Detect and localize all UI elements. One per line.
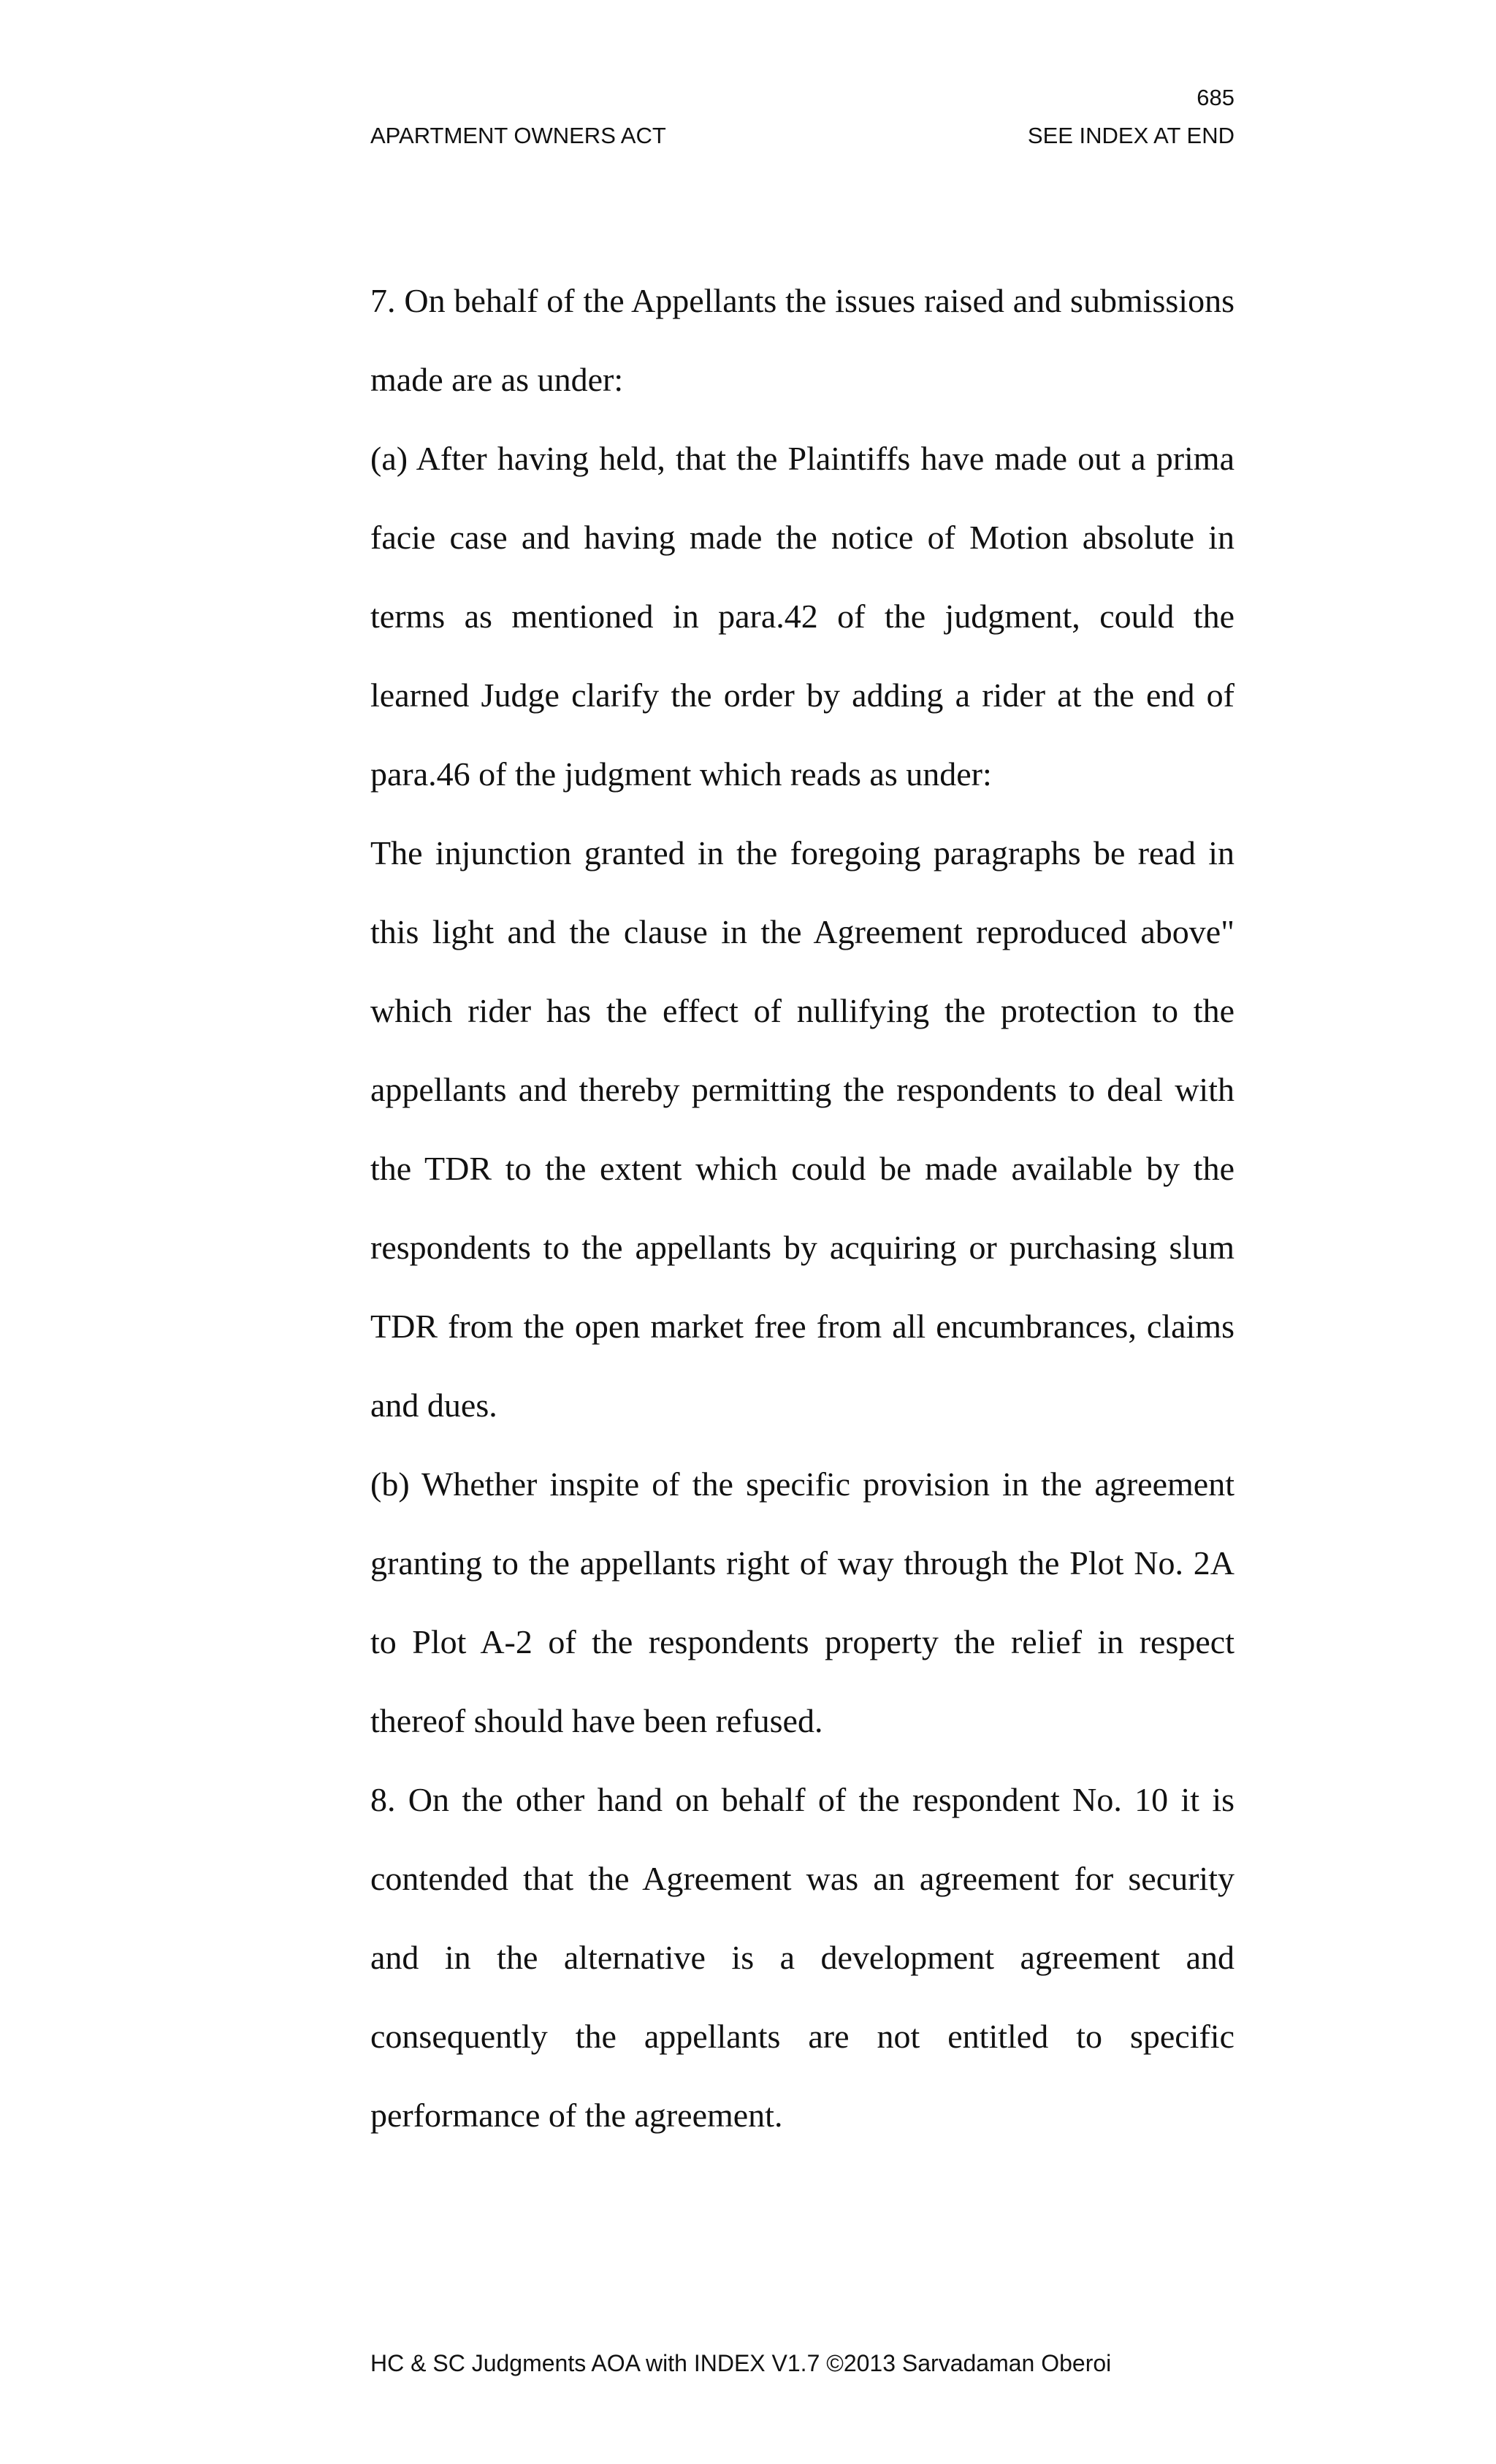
page-number: 685 xyxy=(1197,85,1234,110)
quoted-rider-paragraph: The injunction granted in the foregoing paragraphs be read in this light and the clause in the Agreement reproduced above" which rider has the effect of nullifying the protection to the appellants and thereby permitting the respondents to deal with the TDR to the extent which could be made available by the respondents to the appellants by acquiring or purchasing slum TDR from the open market free from all encumbrances, claims and dues. xyxy=(370,834,1234,1424)
page-footer: HC & SC Judgments AOA with INDEX V1.7 ©2013 Sarvadaman Oberoi xyxy=(370,2350,1112,2376)
paragraph-7-intro: 7. On behalf of the Appellants the issues raised and submissions made are as under: xyxy=(370,282,1234,398)
header-title-right: SEE INDEX AT END xyxy=(1027,123,1234,148)
paragraph-7b: (b) Whether inspite of the specific provision in the agreement granting to the appellants right of way through the Plot No. 2A to Plot A-2 of the respondents property the relief in respect thereof should have been refused. xyxy=(370,1465,1234,1739)
paragraph-7a: (a) After having held, that the Plaintiffs have made out a prima facie case and having made the notice of Motion absolute in terms as mentioned in para.42 of the judgment, could the learned Judge clarify the order by adding a rider at the end of para.46 of the judgment which reads as under: xyxy=(370,440,1234,793)
paragraph-8: 8. On the other hand on behalf of the respondent No. 10 it is contended that the Agreement was an agreement for security and in the alternative is a development agreement and consequently the appellants are not entitled to specific performance of the agreement. xyxy=(370,1781,1234,2134)
document-body xyxy=(370,262,1234,2155)
header-title-left: APARTMENT OWNERS ACT xyxy=(370,123,666,148)
running-header xyxy=(370,124,1234,147)
